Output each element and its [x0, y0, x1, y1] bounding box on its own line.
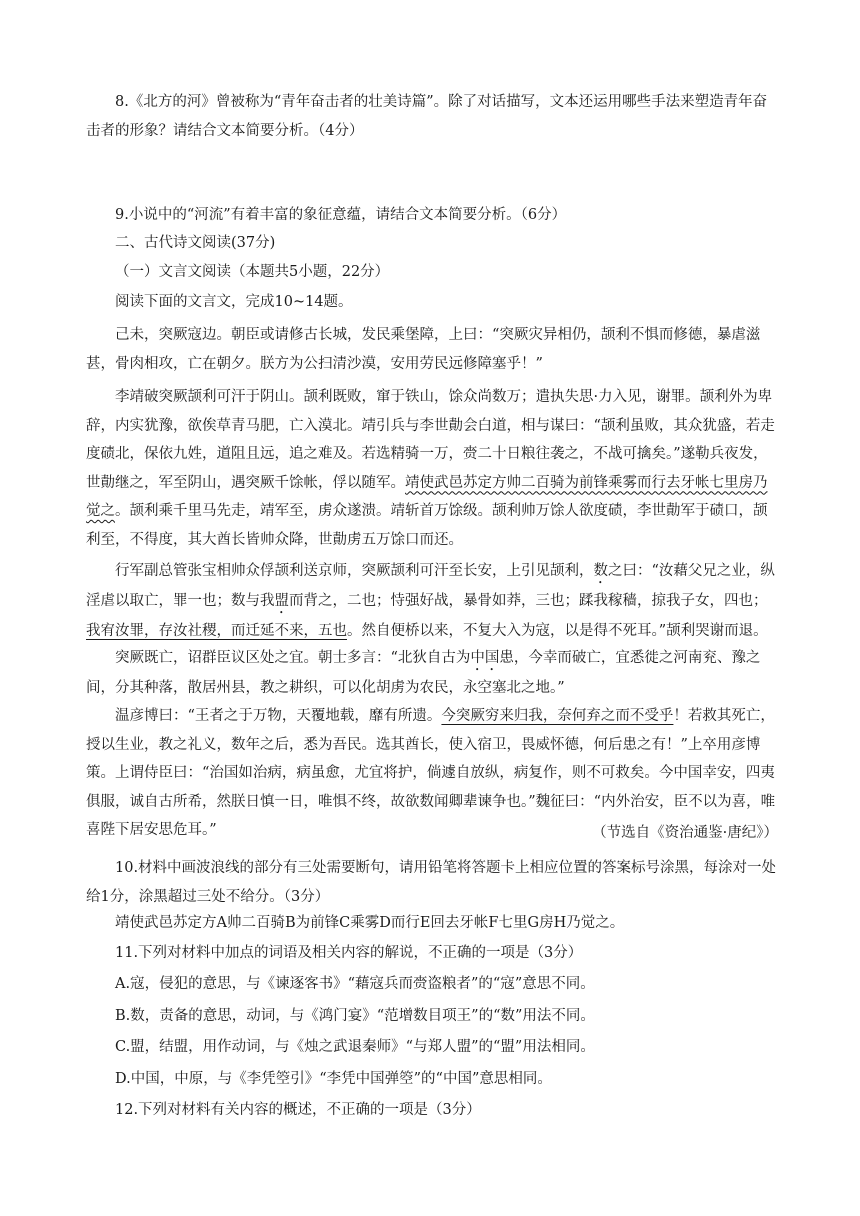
question-11-option-b: B.数，责备的意思，动词，与《鸿门宴》“范增数目项王”的“数”用法不同。 [115, 1008, 595, 1024]
reading-instruction: 阅读下面的文言文，完成10~14题。 [115, 294, 353, 310]
section-title: 二、古代诗文阅读(37分) [115, 235, 276, 251]
question-11: 11.下列对材料中加点的词语及相关内容的解说，不正确的一项是（3分） [115, 945, 583, 961]
passage-paragraph-4 [86, 644, 778, 703]
passage-source: （节选自《资治通鉴·唐纪》） [592, 825, 778, 841]
question-11-option-a: A.寇，侵犯的意思，与《谏逐客书》“藉寇兵而赍盗粮者”的“寇”意思不同。 [115, 976, 595, 992]
passage-text: 。然自便桥以来，不复大入为寇，以是得不死耳。”颉利哭谢而退。 [347, 623, 768, 639]
passage-text: 温彦博曰：“王者之于万物，天覆地载，靡有所遗。 [115, 708, 442, 724]
passage-text: 突厥既亡，诏群臣议区处之宜。朝士多言：“北狄自古为 [115, 650, 471, 666]
passage-text: 而背之，二也；恃强好战，暴骨如莽，三也；蹂我稼穑，掠我子女，四也； [289, 593, 768, 609]
question-11-option-c: C.盟，结盟，用作动词，与《烛之武退秦师》“与郑人盟”的“盟”用法相同。 [115, 1039, 595, 1055]
passage-text: 行军副总管张宝相帅众俘颉利送京师，突厥颉利可汗至长安，上引见颉利， [115, 563, 594, 579]
question-11-option-d: D.中国，中原，与《李凭箜引》“李凭中国弹箜”的“中国”意思相同。 [115, 1071, 552, 1087]
dotted-word-shu: 数 [593, 563, 608, 579]
subsection-title: （一）文言文阅读（本题共5小题，22分） [115, 264, 390, 280]
wavy-underlined-sentence: 靖使武邑苏定方帅二百骑为前锋乘雾而行去牙帐七里房乃觉之 [86, 474, 768, 519]
underlined-sentence-2: 今突厥穷来归我，奈何弃之而不受乎 [441, 708, 674, 724]
passage-text: 之曰：“汝藉父兄之业，纵淫虐以取亡，罪一也；数与我 [86, 563, 775, 609]
question-10-sentence: 靖使武邑苏定方A帅二百骑B为前锋C乘雾D而行E回去牙帐F七里G房H乃觉之。 [115, 915, 625, 931]
question-9: 9.小说中的“河流”有着丰富的象征意蕴，请结合文本简要分析。（6分） [115, 207, 567, 223]
question-12: 12.下列对材料有关内容的概述，不正确的一项是（3分） [115, 1102, 481, 1118]
passage-text: 患，今幸而破亡，宜悉徙之河南兖、豫之间，分其种落，散居州县，教之耕织，可以化胡虏为农民，永空塞北之地。” [86, 650, 761, 696]
question-8: 8.《北方的河》曾被称为“青年奋击者的壮美诗篇”。除了对话描写，文本还运用哪些手法来塑造青年奋击者的形象？请结合文本简要分析。（4分） [86, 94, 768, 139]
passage-text: 。颉利乘千里马先走，靖军至，虏众遂溃。靖斩首万馀级。颉利帅万馀人欲度碛，李世勣军于碛口，颉利至，不得度，其大酋长皆帅众降，世勣虏五万馀口而还。 [86, 503, 768, 548]
dotted-word-zhongguo: 中国 [470, 650, 500, 666]
passage-text: ！若救其死亡，授以生业，教之礼义，数年之后，悉为吾民。选其酋长，使入宿卫，畏威怀德，何后患之有！”上卒用彦博策。上谓侍臣曰：“治国如治病，病虽愈，尤宜将护，倘遽自放纵，病复作，则不可救矣。今中国幸安，四夷俱服，诚自古所希，然朕日慎一日，唯惧不终，故欲数闻卿辈谏争也。”魏征曰：“内外治安，臣不以为喜，唯喜陛下居安思危耳。” [86, 708, 776, 838]
dotted-word-meng: 盟 [274, 593, 289, 609]
passage-paragraph-1: 己未，突厥寇边。朝臣或请修古长城，发民乘堡障，上曰：“突厥灾异相仍，颉利不惧而修德，暴虐滋甚，骨肉相攻，亡在朝夕。朕方为公扫清沙漠，安用劳民远修障塞乎！” [86, 327, 761, 372]
question-10: 10.材料中画波浪线的部分有三处需要断句，请用铅笔将答题卡上相应位置的答案标号涂黑，每涂对一处给1分，涂黑超过三处不给分。（3分） [86, 860, 777, 905]
passage-text: 李靖破突厥颉利可汗于阴山。颉利既败，窜于铁山，馀众尚数万；遣执失思·力入见，谢罪。颉利外为卑辞，内实犹豫，欲俟草青马肥，亡入漠北。靖引兵与李世勣会白道，相与谋曰：“颉利虽败，其众犹盛，若走度碛北，保依九姓，道阻且远，追之难及。若选精骑一万，赍二十日粮往袭之，不战可擒矣。”遂勒兵夜发，世勣继之，军至阴山，遇突厥千馀帐，俘以随军。 [86, 389, 775, 491]
underlined-sentence-1: 我宥汝罪，存汝社稷，而迁延不来，五也 [86, 623, 347, 639]
passage-paragraph-3 [86, 557, 778, 646]
passage-paragraph-2 [86, 383, 778, 554]
